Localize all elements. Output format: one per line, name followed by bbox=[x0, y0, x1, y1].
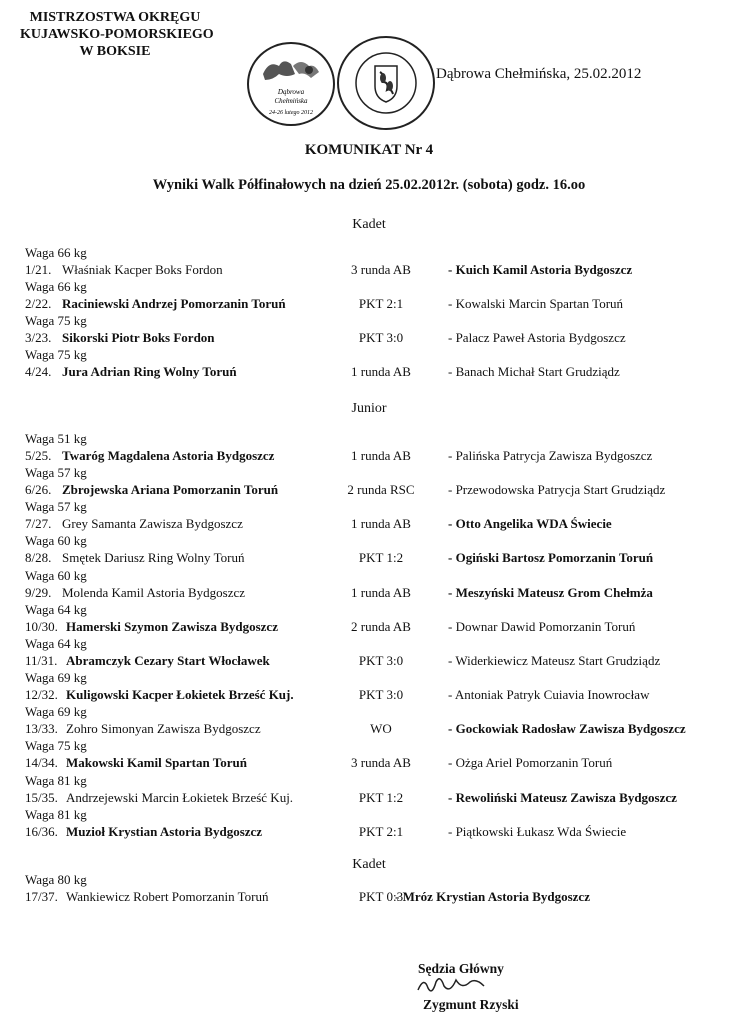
weight-class: Waga 60 kg bbox=[25, 567, 87, 583]
header-line-3: W BOKSIE bbox=[79, 44, 151, 59]
bout-number: 17/37. bbox=[25, 889, 58, 904]
fighter-blue: - Palińska Patrycja Zawisza Bydgoszcz bbox=[448, 448, 653, 463]
weight-class: Waga 64 kg bbox=[25, 635, 87, 651]
official-stamp bbox=[337, 36, 435, 130]
weight-class: Waga 64 kg bbox=[25, 601, 87, 617]
fighter-blue: - Otto Angelika WDA Świecie bbox=[448, 516, 612, 532]
fighter-blue: - Meszyński Mateusz Grom Chełmża bbox=[448, 584, 653, 600]
document-date: Dąbrowa Chełmińska, 25.02.2012 bbox=[436, 66, 642, 82]
bout-result: 1 runda AB bbox=[351, 448, 411, 463]
fighter-red: Abramczyk Cezary Start Włocławek bbox=[66, 652, 270, 668]
page-title: KOMUNIKAT Nr 4 bbox=[304, 142, 434, 158]
weight-class: Waga 60 kg bbox=[25, 533, 87, 549]
boxers-emblem-icon bbox=[249, 44, 333, 124]
fighter-blue: - Ożga Ariel Pomorzanin Toruń bbox=[448, 755, 613, 771]
weight-class: Waga 51 kg bbox=[25, 431, 87, 446]
category-heading: Kadet bbox=[352, 217, 386, 232]
bout-result: PKT 0:3 bbox=[358, 889, 404, 904]
bout-result: PKT 3:0 bbox=[358, 687, 404, 703]
fighter-blue: - Palacz Paweł Astoria Bydgoszcz bbox=[448, 330, 626, 346]
bout-number: 10/30. bbox=[25, 618, 58, 634]
fighter-red: Zbrojewska Ariana Pomorzanin Toruń bbox=[62, 482, 279, 498]
fighter-blue: - Piątkowski Łukasz Wda Świecie bbox=[448, 823, 627, 839]
bout-number: 7/27. bbox=[25, 516, 52, 532]
fighter-red: Jura Adrian Ring Wolny Toruń bbox=[62, 364, 237, 380]
fighter-blue: - Downar Dawid Pomorzanin Toruń bbox=[448, 618, 636, 634]
bout-number: 4/24. bbox=[25, 364, 52, 380]
fighter-red: Raciniewski Andrzej Pomorzanin Toruń bbox=[62, 296, 286, 312]
signature-name: Zygmunt Rzyski bbox=[423, 997, 519, 1012]
bout-result: WO bbox=[370, 721, 392, 737]
weight-class: Waga 69 kg bbox=[25, 704, 87, 720]
header-line-2: KUJAWSKO-POMORSKIEGO bbox=[20, 27, 214, 42]
weight-class: Waga 57 kg bbox=[25, 499, 87, 515]
fighter-red: Wankiewicz Robert Pomorzanin Toruń bbox=[66, 889, 269, 904]
weight-class: Waga 81 kg bbox=[25, 806, 87, 822]
bout-number: 2/22. bbox=[25, 296, 52, 312]
fighter-red: Smętek Dariusz Ring Wolny Toruń bbox=[62, 550, 245, 566]
bout-result: PKT 1:2 bbox=[358, 789, 404, 805]
bout-result: PKT 3:0 bbox=[358, 330, 404, 346]
bout-number: 13/33. bbox=[25, 721, 58, 737]
fighter-blue: - Gockowiak Radosław Zawisza Bydgoszcz bbox=[448, 721, 686, 737]
category-heading: Kadet bbox=[352, 857, 386, 872]
fighter-blue: - Rewoliński Mateusz Zawisza Bydgoszcz bbox=[448, 789, 677, 805]
fighter-red: Sikorski Piotr Boks Fordon bbox=[62, 330, 215, 346]
fighter-blue: - Kowalski Marcin Spartan Toruń bbox=[448, 296, 624, 312]
weight-class: Waga 66 kg bbox=[25, 245, 87, 260]
fighter-red: Makowski Kamil Spartan Toruń bbox=[66, 755, 247, 771]
weight-class: Waga 57 kg bbox=[25, 465, 87, 481]
bout-number: 6/26. bbox=[25, 482, 52, 498]
fighter-red: Grey Samanta Zawisza Bydgoszcz bbox=[62, 516, 243, 532]
bout-result: PKT 2:1 bbox=[358, 823, 404, 839]
bout-result: PKT 2:1 bbox=[358, 296, 404, 312]
bout-number: 3/23. bbox=[25, 330, 52, 346]
fighter-blue: - Kuich Kamil Astoria Bydgoszcz bbox=[448, 262, 633, 277]
oak-leaf-shield-icon bbox=[339, 38, 433, 128]
fighter-red: Twaróg Magdalena Astoria Bydgoszcz bbox=[62, 448, 275, 463]
bout-result: 3 runda AB bbox=[351, 755, 411, 771]
bout-result: PKT 3:0 bbox=[358, 652, 404, 668]
weight-class: Waga 69 kg bbox=[25, 670, 87, 686]
weight-class: Waga 75 kg bbox=[25, 347, 87, 363]
bout-number: 8/28. bbox=[25, 550, 52, 566]
bout-result: 1 runda AB bbox=[351, 516, 411, 532]
bout-result: 2 runda RSC bbox=[347, 482, 415, 498]
event-seal bbox=[247, 42, 335, 126]
bout-number: 5/25. bbox=[25, 448, 52, 463]
fighter-blue: - Banach Michał Start Grudziądz bbox=[448, 364, 620, 380]
fighter-blue: - Antoniak Patryk Cuiavia Inowrocław bbox=[448, 687, 650, 703]
signature-title: Sędzia Główny bbox=[418, 961, 504, 976]
bout-number: 14/34. bbox=[25, 755, 58, 771]
bout-result: 3 runda AB bbox=[351, 262, 411, 277]
weight-class: Waga 66 kg bbox=[25, 279, 87, 295]
weight-class: Waga 75 kg bbox=[25, 738, 87, 754]
bout-number: 1/21. bbox=[25, 262, 52, 277]
fighter-red: Właśniak Kacper Boks Fordon bbox=[62, 262, 223, 277]
fighter-red: Molenda Kamil Astoria Bydgoszcz bbox=[62, 584, 246, 600]
bout-result: 1 runda AB bbox=[351, 584, 411, 600]
bout-result: PKT 1:2 bbox=[358, 550, 404, 566]
header-line-1: MISTRZOSTWA OKRĘGU bbox=[29, 10, 201, 25]
weight-class: Waga 81 kg bbox=[25, 772, 87, 788]
fighter-red: Zohro Simonyan Zawisza Bydgoszcz bbox=[66, 721, 261, 737]
bout-number: 15/35. bbox=[25, 789, 58, 805]
fighter-red: Hamerski Szymon Zawisza Bydgoszcz bbox=[66, 618, 278, 634]
bout-result: 2 runda AB bbox=[351, 618, 411, 634]
fighter-blue: - Widerkiewicz Mateusz Start Grudziądz bbox=[448, 652, 661, 668]
page-subtitle: Wyniki Walk Półfinałowych na dzień 25.02.2012r. (sobota) godz. 16.oo bbox=[152, 177, 586, 193]
seal-left-line-2: Chełmińska bbox=[274, 97, 308, 105]
fighter-blue: - Mróz Krystian Astoria Bydgoszcz bbox=[395, 889, 590, 904]
seal-left-line-1: Dąbrowa bbox=[277, 88, 305, 96]
weight-class: Waga 80 kg bbox=[25, 872, 87, 887]
fighter-blue: - Ogiński Bartosz Pomorzanin Toruń bbox=[448, 550, 654, 566]
bout-number: 11/31. bbox=[25, 652, 58, 668]
fighter-red: Andrzejewski Marcin Łokietek Brześć Kuj. bbox=[66, 789, 294, 805]
bout-number: 12/32. bbox=[25, 687, 58, 703]
fighter-blue: - Przewodowska Patrycja Start Grudziądz bbox=[448, 482, 666, 498]
handwritten-signature bbox=[414, 972, 494, 998]
bout-number: 16/36. bbox=[25, 823, 58, 839]
bout-number: 9/29. bbox=[25, 584, 52, 600]
bout-result: 1 runda AB bbox=[351, 364, 411, 380]
fighter-red: Kuligowski Kacper Łokietek Brześć Kuj. bbox=[66, 687, 294, 703]
weight-class: Waga 75 kg bbox=[25, 313, 87, 329]
category-heading: Junior bbox=[351, 401, 387, 416]
seal-left-line-3: 24-26 lutego 2012 bbox=[269, 110, 313, 116]
fighter-red: Muzioł Krystian Astoria Bydgoszcz bbox=[66, 823, 263, 839]
